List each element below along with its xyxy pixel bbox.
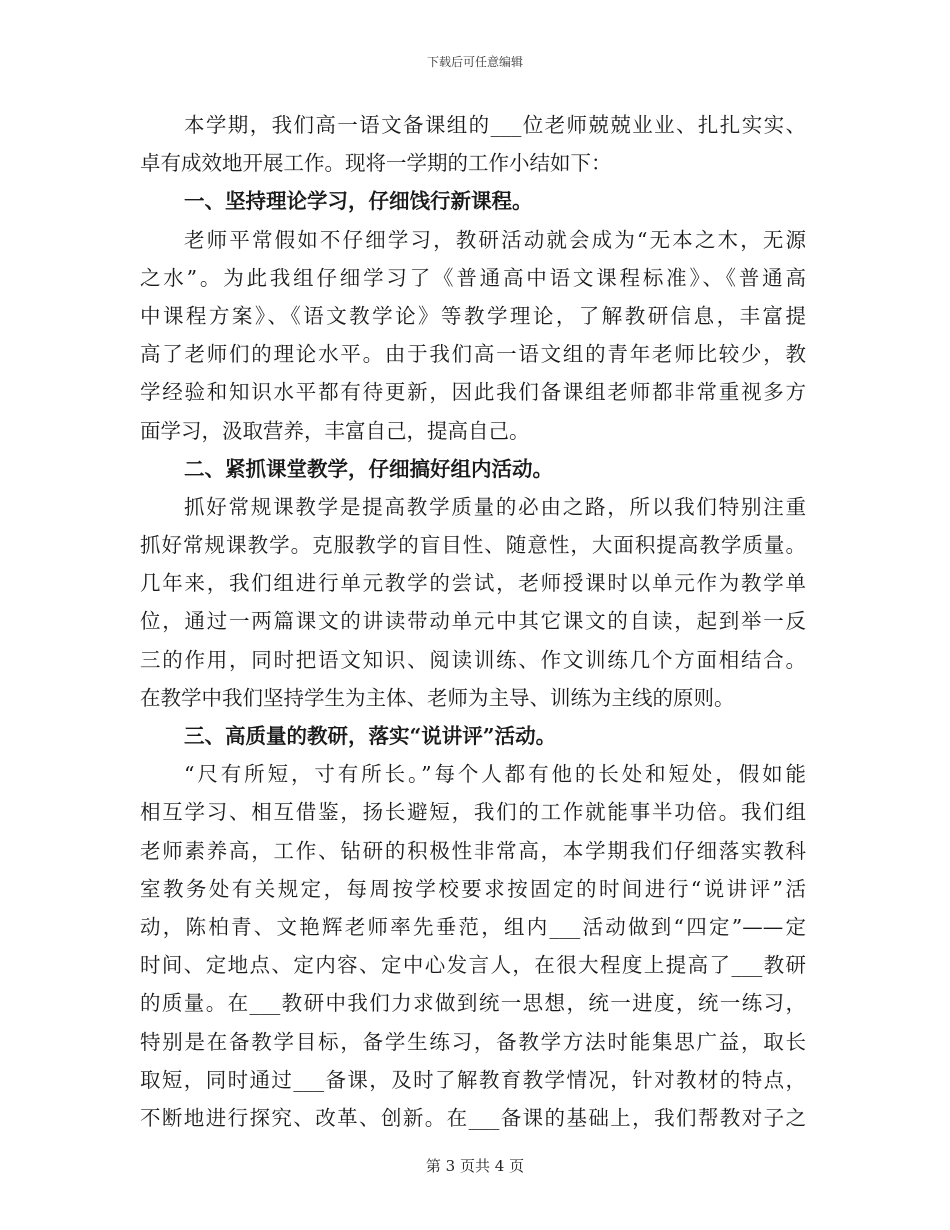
document-body bbox=[140, 106, 806, 1137]
paragraph-line: 特别是在备教学目标，备学生练习，备教学方法时能集思广益，取长 bbox=[140, 1029, 806, 1054]
section-heading: 三、高质量的教研，落实“说讲评”活动。 bbox=[184, 724, 557, 748]
paragraph-line: 高了老师们的理论水平。由于我们高一语文组的青年老师比较少，教 bbox=[140, 342, 806, 367]
paragraph-line: 位，通过一两篇课文的讲读带动单元中其它课文的自读，起到举一反 bbox=[140, 609, 806, 634]
section-heading: 二、紧抓课堂教学，仔细搞好组内活动。 bbox=[184, 456, 553, 481]
paragraph-line: “尺有所短，寸有所长。”每个人都有他的长处和短处，假如能 bbox=[184, 762, 806, 787]
paragraph-line: 老师素养高，工作、钻研的积极性非常高，本学期我们仔细落实教科 bbox=[140, 838, 806, 863]
paragraph-line: 中课程方案》、《语文教学论》等教学理论，了解教研信息，丰富提 bbox=[140, 303, 806, 328]
paragraph-line: 的质量。在___教研中我们力求做到统一思想，统一进度，统一练习， bbox=[140, 991, 806, 1016]
paragraph-line: 室教务处有关规定，每周按学校要求按固定的时间进行“说讲评”活 bbox=[140, 876, 806, 901]
paragraph-line: 抓好常规课教学是提高教学质量的必由之路，所以我们特别注重 bbox=[184, 494, 806, 519]
paragraph-line: 时间、定地点、定内容、定中心发言人，在很大程度上提高了___教研 bbox=[140, 953, 806, 978]
paragraph-line: 在教学中我们坚持学生为主体、老师为主导、训练为主线的原则。 bbox=[140, 685, 735, 710]
paragraph-line: 相互学习、相互借鉴，扬长避短，我们的工作就能事半功倍。我们组 bbox=[140, 800, 806, 825]
page-footer: 第 3 页共 4 页 bbox=[425, 1157, 525, 1175]
paragraph-line: 不断地进行探究、改革、创新。在___备课的基础上，我们帮教对子之 bbox=[140, 1105, 806, 1130]
paragraph-line: 本学期，我们高一语文备课组的___位老师兢兢业业、扎扎实实、 bbox=[184, 113, 806, 137]
paragraph-line: 老师平常假如不仔细学习，教研活动就会成为“无本之木，无源 bbox=[184, 227, 806, 252]
paragraph-line: 卓有成效地开展工作。现将一学期的工作小结如下： bbox=[140, 151, 612, 176]
paragraph-line: 动，陈柏青、文艳辉老师率先垂范，组内___活动做到“四定”——定 bbox=[140, 914, 806, 939]
paragraph-line: 抓好常规课教学。克服教学的盲目性、随意性，大面积提高教学质量。 bbox=[140, 533, 806, 558]
paragraph-line: 学经验和知识水平都有待更新，因此我们备课组老师都非常重视多方 bbox=[140, 380, 806, 405]
paragraph-line: 几年来，我们组进行单元教学的尝试，老师授课时以单元作为教学单 bbox=[140, 571, 806, 596]
paragraph-line: 之水”。为此我组仔细学习了《普通高中语文课程标准》、《普通高 bbox=[140, 265, 806, 290]
section-heading: 一、坚持理论学习，仔细饯行新课程。 bbox=[184, 189, 533, 214]
page-header: 下载后可任意编辑 bbox=[426, 55, 523, 69]
paragraph-line: 面学习，汲取营养，丰富自己，提高自己。 bbox=[140, 418, 530, 443]
paragraph-line: 取短，同时通过___备课，及时了解教育教学情况，针对教材的特点， bbox=[140, 1067, 806, 1092]
paragraph-line: 三的作用，同时把语文知识、阅读训练、作文训练几个方面相结合。 bbox=[140, 647, 806, 672]
